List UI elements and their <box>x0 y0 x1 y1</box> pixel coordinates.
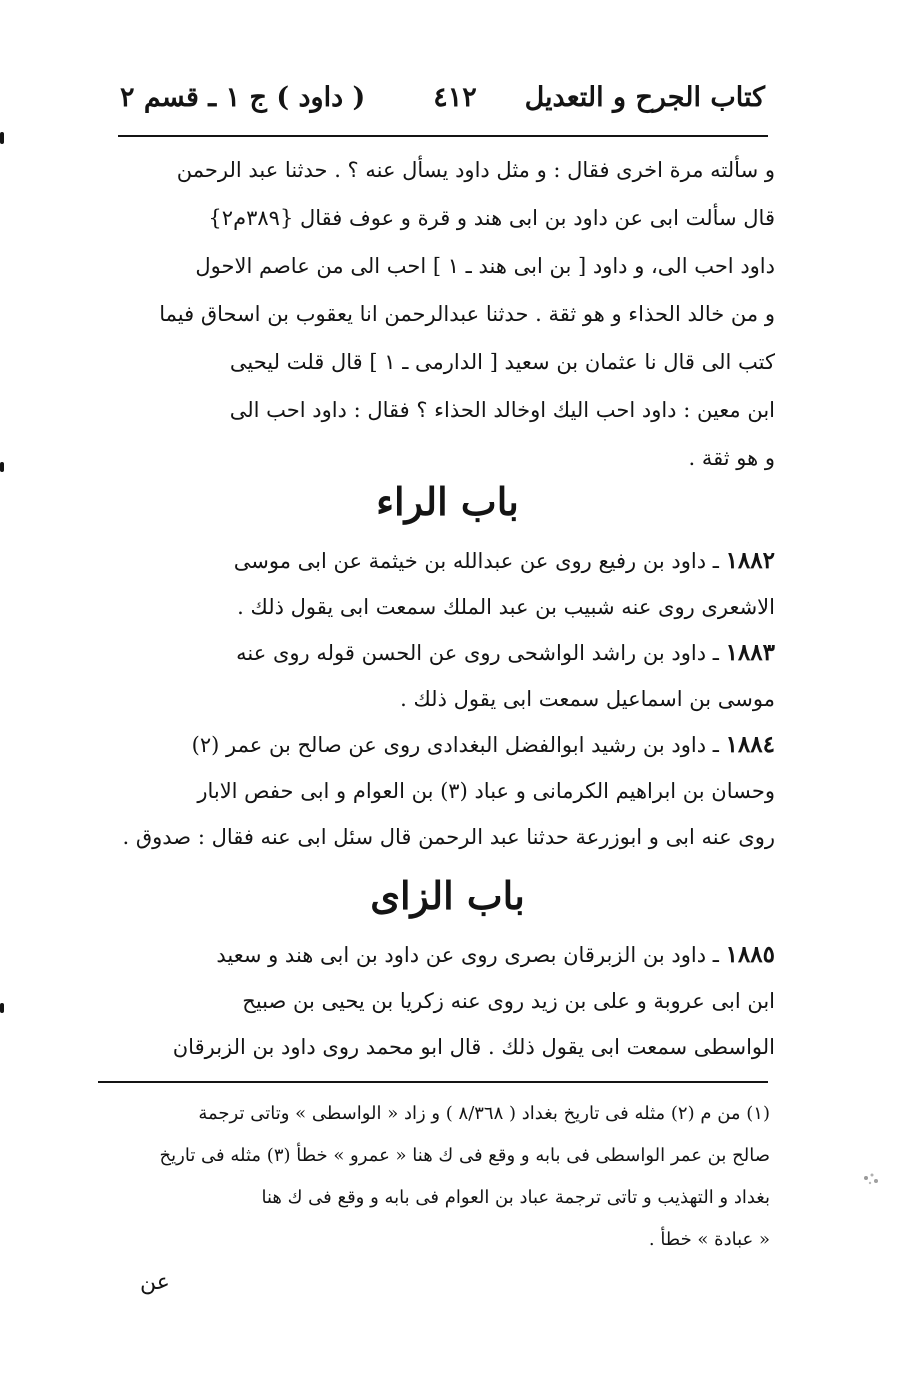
entry-continuation: ابن ابى عروبة و على بن زيد روى عنه زكريا بن يحيى بن صبيح <box>242 989 775 1013</box>
entry-1885-line <box>120 932 775 978</box>
entry-number: ١٨٨٤ <box>725 731 775 758</box>
ink-speck-icon <box>858 1168 884 1190</box>
text-line: كتب الى قال نا عثمان بن سعيد [ الدارمى ـ ١ ] قال قلت ليحيى <box>229 350 775 374</box>
text-line: و من خالد الحذاء و هو ثقة . حدثنا عبدالرحمن انا يعقوب بن اسحاق فيما <box>159 302 775 326</box>
intro-paragraph <box>120 146 775 482</box>
margin-mark <box>0 132 4 144</box>
entry-number: ١٨٨٥ <box>725 941 775 968</box>
volume-label: ( داود ) ج ١ ـ قسم ٢ <box>120 82 366 113</box>
text-line: و سألته مرة اخرى فقال : و مثل داود يسأل عنه ؟ . حدثنا عبد الرحمن <box>176 158 775 182</box>
entry-continuation: وحسان بن ابراهيم الكرمانى و عباد (٣) بن العوام و ابى حفص الابار <box>197 779 775 803</box>
margin-mark <box>0 1003 4 1013</box>
section-ra-entries <box>120 538 775 860</box>
running-header <box>120 82 765 130</box>
footnote-line: « عبادة » خطأ . <box>648 1229 770 1250</box>
page-number: ٤١٢ <box>433 82 477 113</box>
entry-1883-line <box>120 630 775 676</box>
entry-text: ـ داود بن راشد الواشحى روى عن الحسن قوله روى عنه <box>236 641 719 665</box>
footnotes <box>110 1093 770 1261</box>
catchword: عن <box>140 1270 170 1295</box>
text-line: داود احب الى، و داود [ بن ابى هند ـ ١ ] احب الى من عاصم الاحول <box>195 254 775 278</box>
footnote-line: (١) من م (٢) مثله فى تاريخ بغداد ( ٨/٣٦٨ ) و زاد « الواسطى » وتاتى ترجمة <box>198 1103 770 1124</box>
text-line: قال سألت ابى عن داود بن ابى هند و قرة و عوف فقال {٣٨٩م٢} <box>208 206 775 230</box>
footnote-rule <box>98 1081 768 1083</box>
entry-text: ـ داود بن رفيع روى عن عبدالله بن خيثمة عن ابى موسى <box>233 549 719 573</box>
section-heading-ra: باب الراء <box>376 479 519 524</box>
text-line: و هو ثقة . <box>688 446 775 470</box>
footnote-line: صالح بن عمر الواسطى فى بابه و وقع فى ك هنا « عمرو » خطأ (٣) مثله فى تاريخ <box>159 1145 770 1166</box>
entry-text: ـ داود بن رشيد ابوالفضل البغدادى روى عن صالح بن عمر (٢) <box>191 733 719 757</box>
text-line: ابن معين : داود احب اليك اوخالد الحذاء ؟ فقال : داود احب الى <box>229 398 775 422</box>
section-heading-zay: باب الزاى <box>370 873 525 918</box>
entry-1884-line <box>120 722 775 768</box>
margin-mark <box>0 462 4 472</box>
entry-number: ١٨٨٣ <box>725 639 775 666</box>
entry-continuation: الاشعرى روى عنه شبيب بن عبد الملك سمعت ابى يقول ذلك . <box>237 595 775 619</box>
footnote-line: بغداد و التهذيب و تاتى ترجمة عباد بن العوام فى بابه و وقع فى ك هنا <box>261 1187 770 1208</box>
entry-number: ١٨٨٢ <box>725 547 775 574</box>
book-title: كتاب الجرح و التعديل <box>524 82 765 113</box>
entry-continuation: موسى بن اسماعيل سمعت ابى يقول ذلك . <box>400 687 775 711</box>
section-zay-entries <box>120 932 775 1070</box>
entry-continuation: الواسطى سمعت ابى يقول ذلك . قال ابو محمد روى داود بن الزبرقان <box>172 1035 775 1059</box>
entry-1882-line <box>120 538 775 584</box>
header-rule <box>118 135 768 137</box>
entry-continuation: روى عنه ابى و ابوزرعة حدثنا عبد الرحمن قال سئل ابى عنه فقال : صدوق . <box>122 825 775 849</box>
entry-text: ـ داود بن الزبرقان بصرى روى عن داود بن ابى هند و سعيد <box>216 943 719 967</box>
